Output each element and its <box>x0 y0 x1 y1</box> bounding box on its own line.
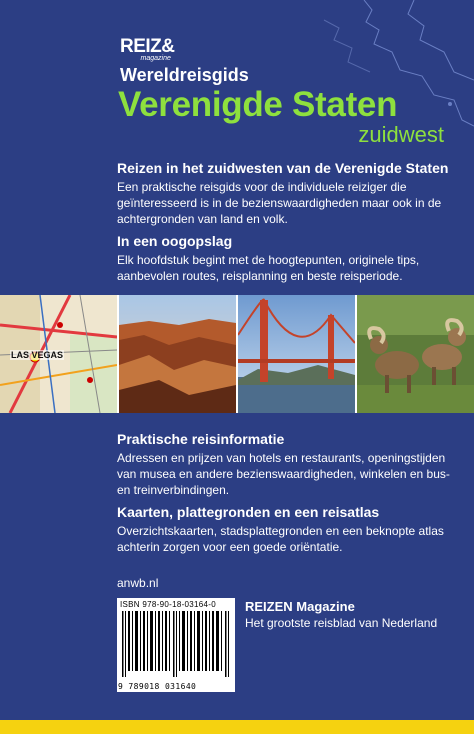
book-title: Verenigde Staten <box>118 85 398 124</box>
overview-body: Elk hoofdstuk begint met de hoogtepunten, originele tips, aanbevolen routes, reisplanning en beste reisperiode. <box>117 253 420 283</box>
yellow-bottom-strip <box>0 720 474 734</box>
magazine-block <box>245 598 437 632</box>
overview-section <box>117 233 457 284</box>
website-link[interactable]: anwb.nl <box>117 576 159 590</box>
book-subtitle: zuidwest <box>358 122 444 147</box>
intro-heading: Reizen in het zuidwesten van de Verenigde Staten <box>117 160 449 176</box>
practical-body: Adressen en prijzen van hotels en restaurants, openingstijden van musea en andere bezienswaardigheden, winkelen en bus- en treinverbindingen. <box>117 451 450 497</box>
logo-text: REIZ& <box>120 36 175 57</box>
golden-gate-photo <box>238 295 355 413</box>
grand-canyon-photo <box>119 295 236 413</box>
bighorn-sheep-icon <box>357 295 474 413</box>
series-name: Wereldreisgids <box>120 65 249 85</box>
isbn-text: ISBN 978-90-18-03164-0 <box>120 600 216 609</box>
map-city-label: LAS VEGAS <box>11 350 64 360</box>
logo-subtext: magazine <box>140 55 171 62</box>
practical-section <box>117 431 457 498</box>
overview-heading: In een oogopslag <box>117 233 233 249</box>
road-map-photo <box>0 295 117 413</box>
intro-body: Een praktische reisgids voor de individuele reiziger die geïnteresseerd is in de bezienswaardigheden maar ook in de achtergronden van land en volk. <box>117 180 442 226</box>
brand-block <box>120 37 249 86</box>
magazine-tagline: Het grootste reisblad van Nederland <box>245 616 438 630</box>
magazine-name: REIZEN Magazine <box>245 599 355 614</box>
grand-canyon-icon <box>119 295 236 413</box>
golden-gate-bridge-icon <box>238 295 355 413</box>
isbn-barcode <box>117 598 235 692</box>
practical-heading: Praktische reisinformatie <box>117 431 285 447</box>
photo-strip <box>0 295 474 413</box>
bighorn-sheep-photo <box>357 295 474 413</box>
intro-section <box>117 160 457 227</box>
maps-body: Overzichtskaarten, stadsplattegronden en een beknopte atlas achterin zorgen voor een goede oriëntatie. <box>117 524 444 554</box>
maps-heading: Kaarten, plattegronden en een reisatlas <box>117 504 380 520</box>
maps-section <box>117 504 457 555</box>
barcode-number: 9 789018 031640 <box>118 682 197 691</box>
barcode-icon <box>122 611 230 677</box>
reiz-magazine-logo <box>120 37 249 63</box>
